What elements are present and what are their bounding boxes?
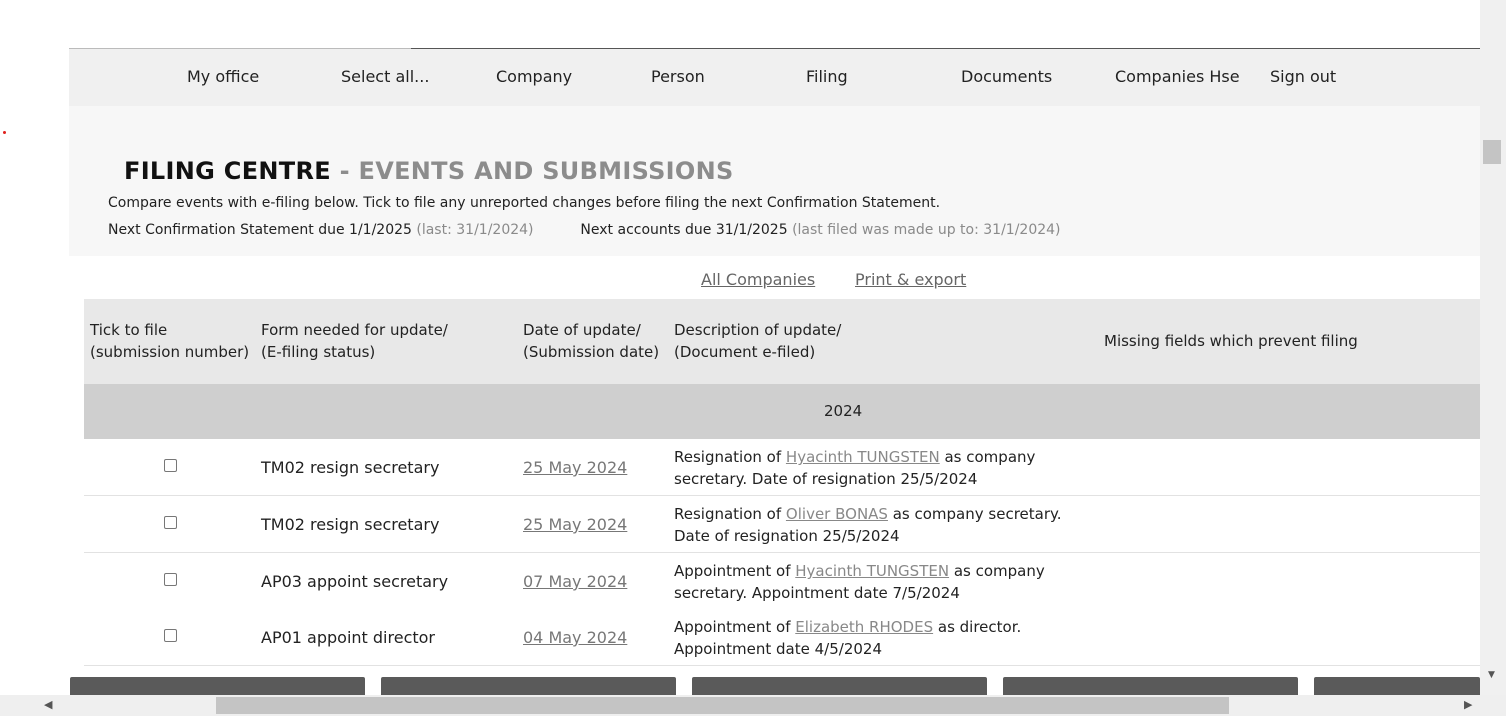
- bottom-button-5[interactable]: [1314, 677, 1480, 695]
- scroll-down-arrow-icon[interactable]: ▼: [1488, 670, 1495, 680]
- update-date-link[interactable]: 04 May 2024: [523, 628, 628, 647]
- update-description: Resignation of Hyacinth TUNGSTEN as company secretary. Date of resignation 25/5/2024: [674, 448, 1036, 488]
- header-description: Description of update/ (Document e-filed): [674, 321, 842, 361]
- due-dates-line: [108, 222, 1061, 238]
- tick-to-file-checkbox[interactable]: [164, 573, 177, 586]
- scroll-left-arrow-icon[interactable]: ◀: [44, 698, 53, 711]
- update-description: Appointment of Hyacinth TUNGSTEN as company secretary. Appointment date 7/5/2024: [674, 562, 1045, 602]
- table-row: [84, 496, 1480, 553]
- nav-my-office[interactable]: My office: [187, 67, 260, 86]
- form-needed: TM02 resign secretary: [261, 458, 440, 477]
- bottom-button-3[interactable]: [692, 677, 987, 695]
- nav-companies-house[interactable]: Companies Hse: [1115, 67, 1240, 86]
- tick-to-file-checkbox[interactable]: [164, 459, 177, 472]
- year-label: 2024: [824, 402, 863, 420]
- horizontal-scroll-thumb[interactable]: [216, 697, 1229, 714]
- update-date-link[interactable]: 07 May 2024: [523, 572, 628, 591]
- header-tick-to-file: Tick to file (submission number): [90, 321, 250, 361]
- print-export-link[interactable]: Print & export: [855, 270, 967, 289]
- person-link[interactable]: Oliver BONAS: [785, 505, 888, 523]
- scrollbar-corner: [1480, 695, 1506, 716]
- page-title-main: FILING CENTRE: [124, 157, 331, 185]
- table-header-row: [84, 299, 1480, 384]
- nav-documents[interactable]: Documents: [961, 67, 1053, 86]
- tick-to-file-checkbox[interactable]: [164, 629, 177, 642]
- nav-sign-out[interactable]: Sign out: [1270, 67, 1337, 86]
- update-date-link[interactable]: 25 May 2024: [523, 515, 628, 534]
- page-description: Compare events with e-filing below. Tick to file any unreported changes before filing the next Confirmation Statement.: [108, 195, 941, 211]
- page-title-sub: - EVENTS AND SUBMISSIONS: [339, 157, 734, 185]
- confirmation-due: Next Confirmation Statement due 1/1/2025: [108, 222, 412, 238]
- nav-person[interactable]: Person: [651, 67, 705, 86]
- person-link[interactable]: Hyacinth TUNGSTEN: [795, 562, 950, 580]
- nav-select-all[interactable]: Select all...: [341, 67, 430, 86]
- nav-filing[interactable]: Filing: [806, 67, 848, 86]
- update-description: Resignation of Oliver BONAS as company secretary. Date of resignation 25/5/2024: [674, 505, 1062, 545]
- header-form-needed: Form needed for update/ (E-filing status): [261, 321, 448, 361]
- table-row: [84, 439, 1480, 496]
- header-missing-fields: Missing fields which prevent filing: [1104, 332, 1358, 350]
- links-bar: [84, 256, 1480, 299]
- page-title: [124, 157, 734, 185]
- table-row: [84, 609, 1480, 666]
- vertical-scrollbar[interactable]: [1480, 0, 1506, 695]
- bottom-button-2[interactable]: [381, 677, 676, 695]
- form-needed: AP01 appoint director: [261, 628, 435, 647]
- accounts-last: (last filed was made up to: 31/1/2024): [792, 222, 1061, 238]
- bottom-button-1[interactable]: [70, 677, 365, 695]
- bottom-button-4[interactable]: [1003, 677, 1298, 695]
- confirmation-last: (last: 31/1/2024): [416, 222, 534, 238]
- table-row: [84, 553, 1480, 610]
- main-navbar: [69, 49, 1480, 106]
- header-date-of-update: Date of update/ (Submission date): [523, 321, 660, 361]
- update-description: Appointment of Elizabeth RHODES as director. Appointment date 4/5/2024: [674, 618, 1022, 658]
- accounts-due: Next accounts due 31/1/2025: [580, 222, 788, 238]
- all-companies-link[interactable]: All Companies: [701, 270, 816, 289]
- horizontal-scrollbar[interactable]: [0, 695, 1480, 716]
- update-date-link[interactable]: 25 May 2024: [523, 458, 628, 477]
- form-needed: AP03 appoint secretary: [261, 572, 449, 591]
- person-link[interactable]: Hyacinth TUNGSTEN: [785, 448, 940, 466]
- year-group-row: [84, 384, 1480, 439]
- red-dot-marker: [3, 131, 6, 134]
- scroll-right-arrow-icon[interactable]: ▶: [1464, 698, 1473, 711]
- nav-company[interactable]: Company: [496, 67, 573, 86]
- vertical-scroll-thumb[interactable]: [1483, 140, 1501, 164]
- person-link[interactable]: Elizabeth RHODES: [795, 618, 934, 636]
- form-needed: TM02 resign secretary: [261, 515, 440, 534]
- tick-to-file-checkbox[interactable]: [164, 516, 177, 529]
